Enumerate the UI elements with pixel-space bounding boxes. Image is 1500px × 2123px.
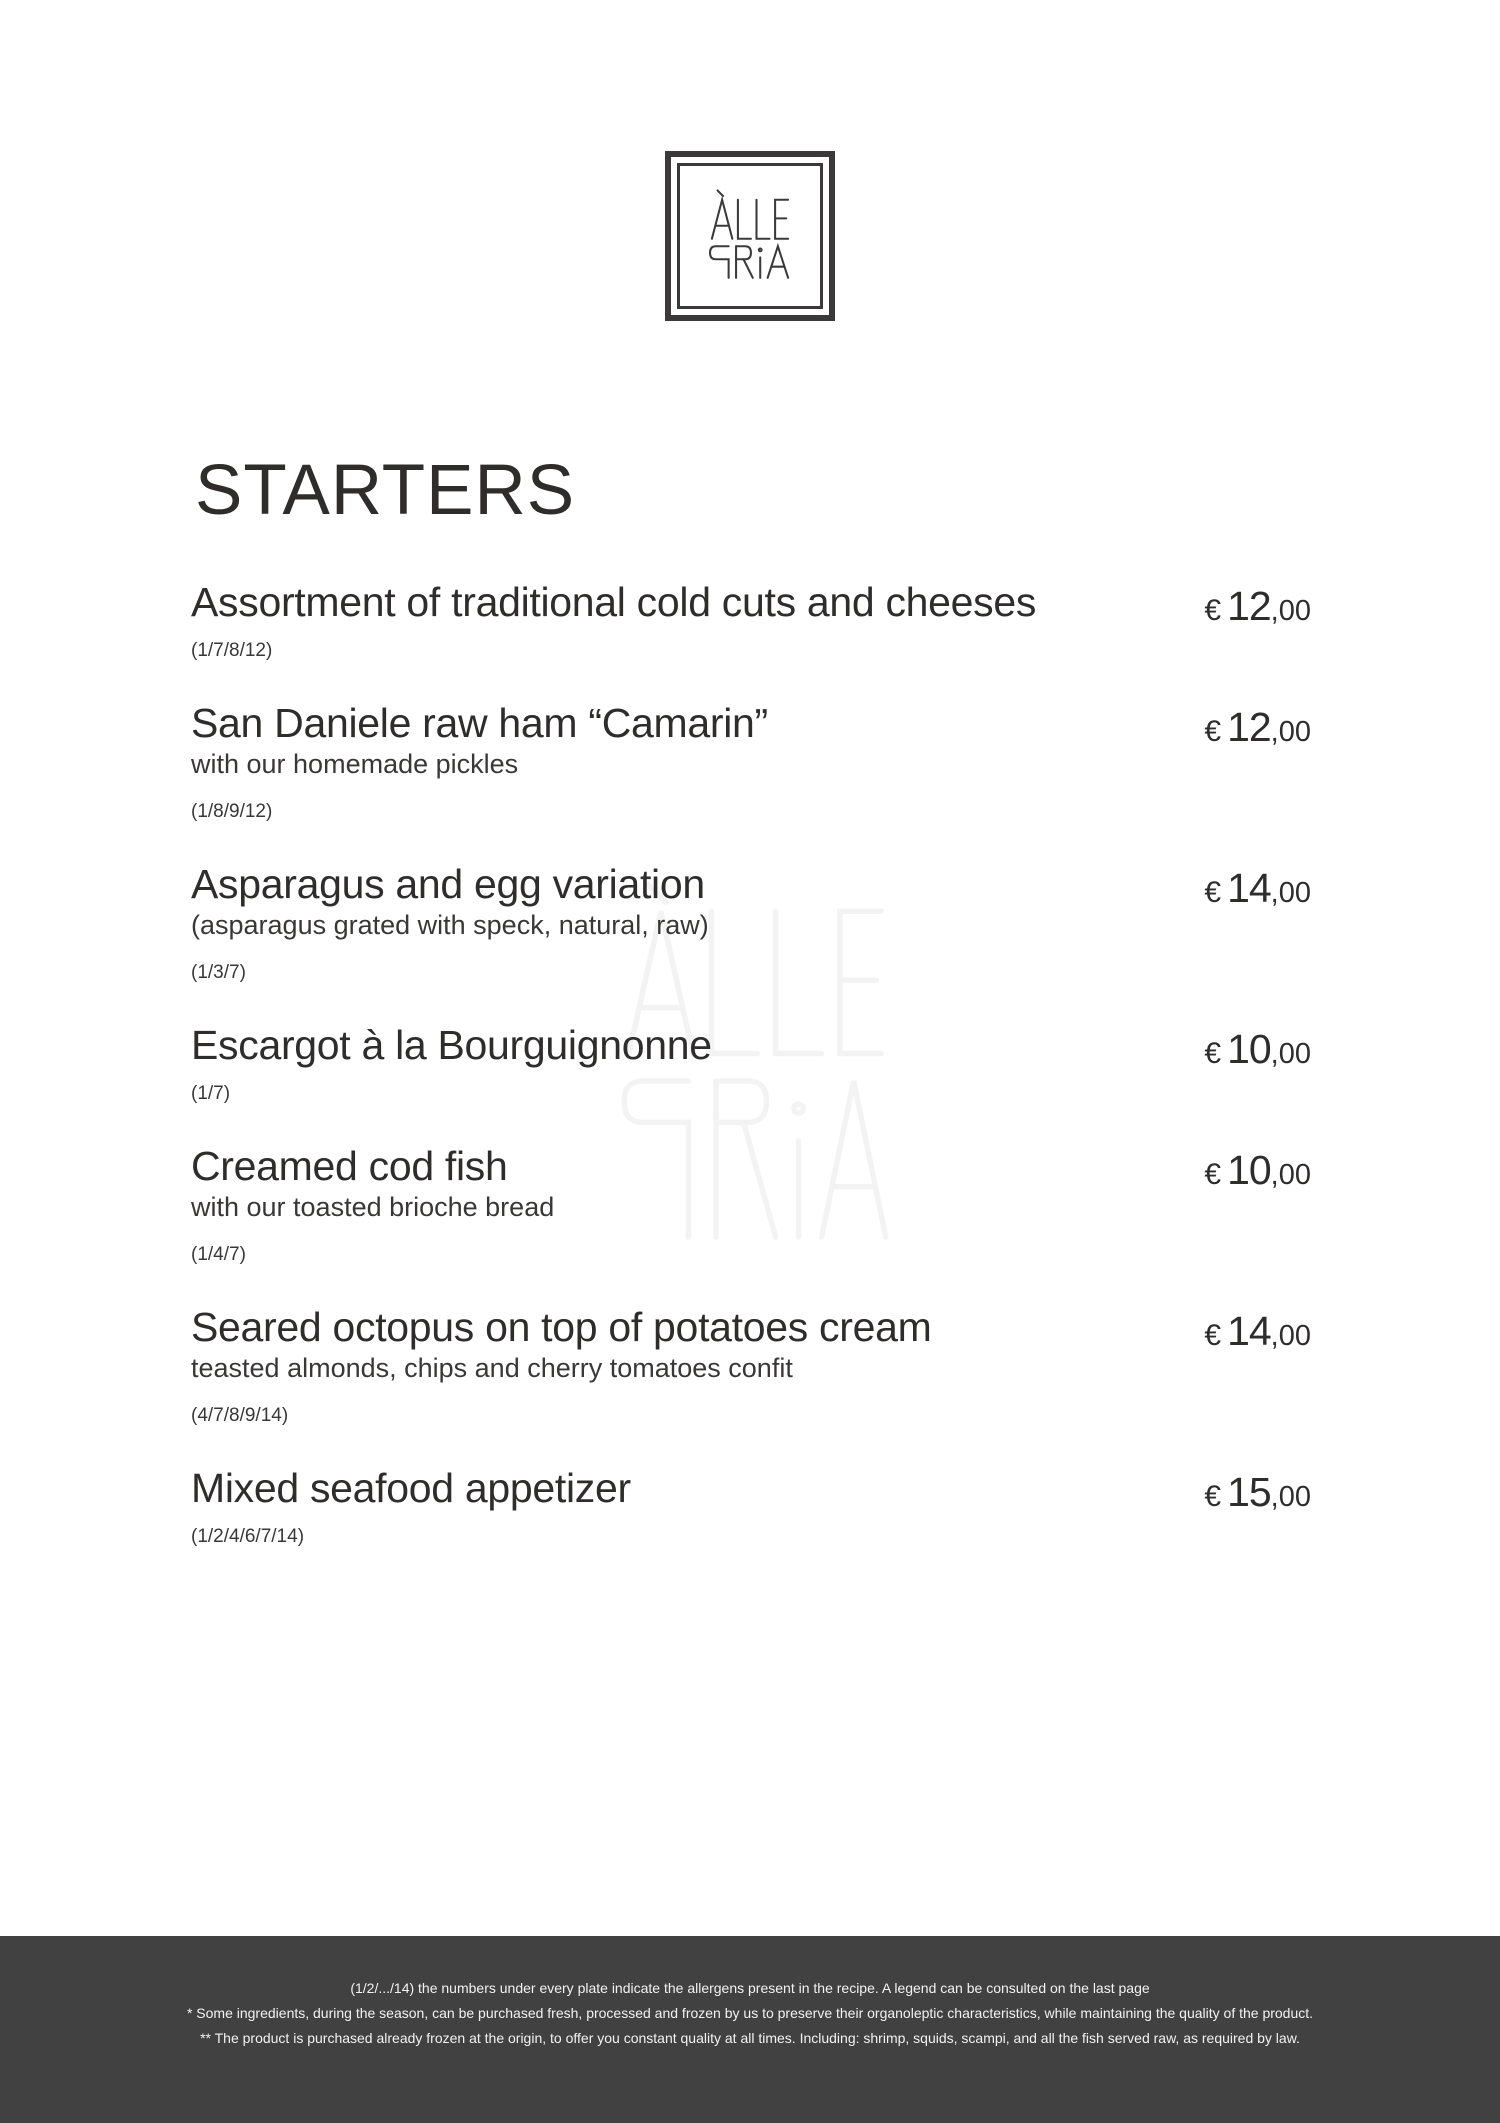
- price-currency: €: [1204, 1037, 1222, 1070]
- menu-item-price: [1204, 1147, 1311, 1194]
- price-decimal: ,00: [1270, 1481, 1311, 1513]
- price-integer: 10: [1227, 1147, 1271, 1193]
- menu-item-allergens: (1/2/4/6/7/14): [191, 1526, 305, 1547]
- price-currency: €: [1204, 715, 1222, 748]
- menu-item-allergens: (1/3/7): [191, 962, 246, 983]
- menu-item-name: Escargot à la Bourguignonne: [191, 1022, 712, 1068]
- menu-item-price: [1204, 1308, 1311, 1355]
- price-integer: 12: [1227, 583, 1271, 629]
- menu-item-name: Seared octopus on top of potatoes cream: [191, 1304, 932, 1350]
- menu-item-name: Asparagus and egg variation: [191, 861, 705, 907]
- price-integer: 14: [1227, 1308, 1271, 1354]
- price-integer: 12: [1227, 704, 1271, 750]
- price-decimal: ,00: [1270, 595, 1311, 627]
- menu-item-description: with our toasted brioche bread: [191, 1192, 555, 1222]
- price-decimal: ,00: [1270, 716, 1311, 748]
- price-decimal: ,00: [1270, 1038, 1311, 1070]
- menu-item-price: [1204, 1469, 1311, 1516]
- price-currency: €: [1204, 1319, 1222, 1352]
- footer-allergen-note: (1/2/.../14) the numbers under every plate indicate the allergens present in the recipe. A legend can be consulted on the last page: [350, 1980, 1150, 1996]
- menu-item-allergens: (1/8/9/12): [191, 801, 273, 822]
- price-currency: €: [1204, 1158, 1222, 1191]
- menu-item-name: Creamed cod fish: [191, 1143, 508, 1189]
- logo-monogram: [671, 157, 829, 315]
- menu-item-allergens: (4/7/8/9/14): [191, 1405, 289, 1426]
- footer-origin-frozen-note: ** The product is purchased already frozen at the origin, to offer you constant quality at all times. Including: shrimp, squids, scampi, and all the fish served raw, as required by law.: [200, 2030, 1300, 2046]
- menu-item-description: with our homemade pickles: [191, 749, 519, 779]
- footer-disclaimer: [0, 1936, 1500, 2123]
- price-currency: €: [1204, 876, 1222, 909]
- menu-item-description: (asparagus grated with speck, natural, raw): [191, 910, 709, 940]
- menu-item-price: [1204, 704, 1311, 751]
- menu-item-price: [1204, 865, 1311, 912]
- menu-item-name: Assortment of traditional cold cuts and cheeses: [191, 579, 1037, 625]
- menu-item-allergens: (1/4/7): [191, 1244, 246, 1265]
- menu-item-price: [1204, 1026, 1311, 1073]
- menu-item-allergens: (1/7/8/12): [191, 640, 273, 661]
- price-decimal: ,00: [1270, 1159, 1311, 1191]
- restaurant-logo: [665, 151, 835, 321]
- section-title: STARTERS: [195, 451, 576, 530]
- menu-item-description: teasted almonds, chips and cherry tomatoes confit: [191, 1353, 793, 1383]
- price-decimal: ,00: [1270, 1320, 1311, 1352]
- menu-item-name: Mixed seafood appetizer: [191, 1465, 631, 1511]
- price-currency: €: [1204, 594, 1222, 627]
- footer-frozen-note: * Some ingredients, during the season, can be purchased fresh, processed and frozen by us to preserve their organoleptic characteristics, while maintaining the quality of the product.: [186, 2005, 1314, 2021]
- menu-item-name: San Daniele raw ham “Camarin”: [191, 700, 768, 746]
- menu-item-price: [1204, 583, 1311, 630]
- price-integer: 10: [1227, 1026, 1271, 1072]
- price-decimal: ,00: [1270, 877, 1311, 909]
- price-integer: 14: [1227, 865, 1271, 911]
- menu-item-allergens: (1/7): [191, 1083, 231, 1104]
- price-currency: €: [1204, 1480, 1222, 1513]
- price-integer: 15: [1227, 1469, 1271, 1515]
